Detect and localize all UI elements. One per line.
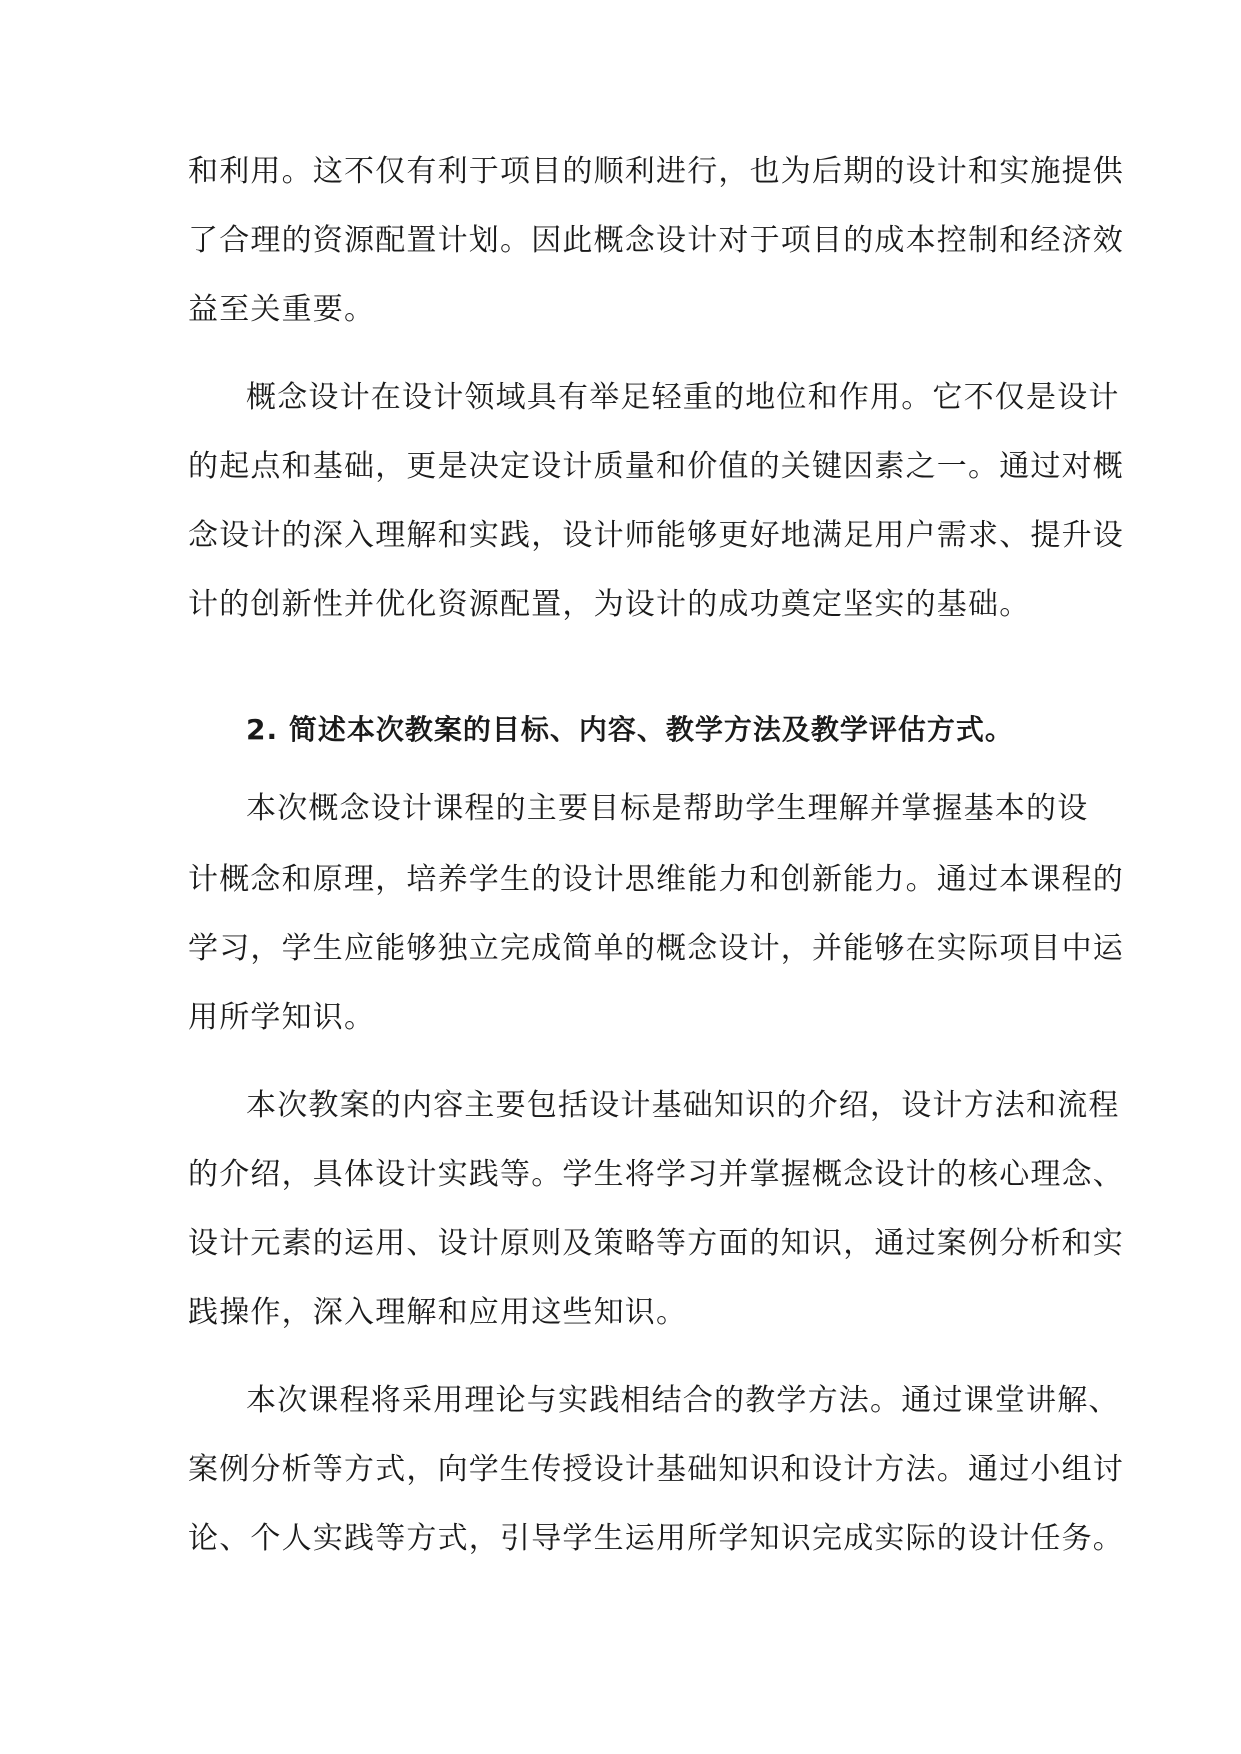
paragraph-line: 本次概念设计课程的主要目标是帮助学生理解并掌握基本的设: [246, 791, 1089, 826]
paragraph-line: 本次课程将采用理论与实践相结合的教学方法。通过课堂讲解、: [246, 1383, 1120, 1418]
paragraph-line: 和利用。这不仅有利于项目的顺利进行，也为后期的设计和实施提供: [188, 154, 1124, 189]
paragraph-line: 用所学知识。: [188, 1000, 376, 1035]
paragraph-line: 案例分析等方式，向学生传授设计基础知识和设计方法。通过小组讨: [188, 1452, 1124, 1487]
paragraph-line: 论、个人实践等方式，引导学生运用所学知识完成实际的设计任务。: [188, 1521, 1124, 1556]
paragraph-line: 概念设计在设计领域具有举足轻重的地位和作用。它不仅是设计: [246, 380, 1120, 415]
section-heading: 2. 简述本次教案的目标、内容、教学方法及教学评估方式。: [246, 713, 1014, 746]
paragraph-line: 念设计的深入理解和实践，设计师能够更好地满足用户需求、提升设: [188, 518, 1124, 553]
paragraph-line: 益至关重要。: [188, 292, 376, 327]
paragraph-line: 学习，学生应能够独立完成简单的概念设计，并能够在实际项目中运: [188, 931, 1124, 966]
paragraph-line: 设计元素的运用、设计原则及策略等方面的知识，通过案例分析和实: [188, 1226, 1124, 1261]
paragraph-line: 践操作，深入理解和应用这些知识。: [188, 1295, 688, 1330]
paragraph-line: 了合理的资源配置计划。因此概念设计对于项目的成本控制和经济效: [188, 223, 1124, 258]
paragraph-line: 的起点和基础，更是决定设计质量和价值的关键因素之一。通过对概: [188, 449, 1124, 484]
paragraph-line: 本次教案的内容主要包括设计基础知识的介绍，设计方法和流程: [246, 1088, 1120, 1123]
paragraph-line: 的介绍，具体设计实践等。学生将学习并掌握概念设计的核心理念、: [188, 1157, 1124, 1192]
paragraph-line: 计概念和原理，培养学生的设计思维能力和创新能力。通过本课程的: [188, 862, 1124, 897]
paragraph-line: 计的创新性并优化资源配置，为设计的成功奠定坚实的基础。: [188, 587, 1031, 622]
